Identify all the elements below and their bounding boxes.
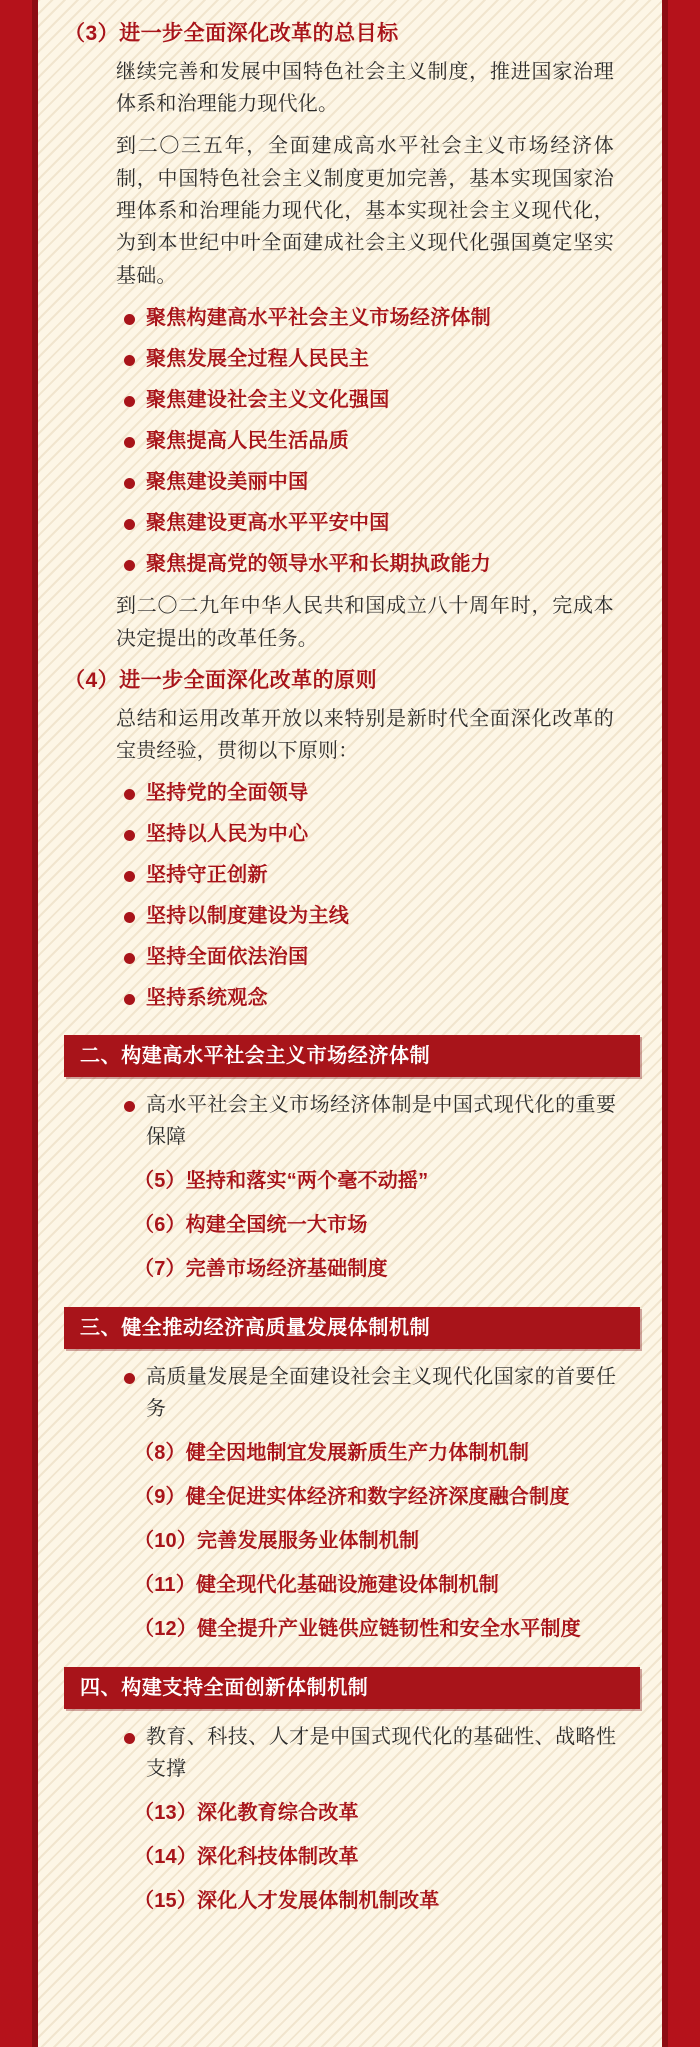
- item-7: （7）完善市场经济基础制度: [134, 1258, 388, 1281]
- list-item-focus-7: 聚焦提高党的领导水平和长期执政能力: [124, 549, 622, 579]
- list-item-principle-2: 坚持以人民为中心: [124, 819, 622, 849]
- list-item-principle-5: 坚持全面依法治国: [124, 942, 622, 972]
- list-item-focus-6: 聚焦建设更高水平平安中国: [124, 508, 622, 538]
- paragraph-goal-2035: 到二〇三五年，全面建成高水平社会主义市场经济体制，中国特色社会主义制度更加完善，基本实现国家治理体系和治理能力现代化，基本实现社会主义现代化，为到本世纪中叶全面建成社会主义现代化强国奠定坚实基础。: [116, 135, 614, 287]
- list-item-focus-3: 聚焦建设社会主义文化强国: [124, 385, 622, 415]
- section-header-3: 三、健全推动经济高质量发展体制机制: [64, 1307, 640, 1349]
- heading-item-3: （3）进一步全面深化改革的总目标: [64, 22, 399, 45]
- item-14: （14）深化科技体制改革: [134, 1846, 359, 1869]
- left-red-border: [0, 0, 38, 2047]
- item-9: （9）健全促进实体经济和数字经济深度融合制度: [134, 1486, 570, 1509]
- list-item-focus-4: 聚焦提高人民生活品质: [124, 426, 622, 456]
- section-header-4: 四、构建支持全面创新体制机制: [64, 1667, 640, 1709]
- paragraph-principles-intro: 总结和运用改革开放以来特别是新时代全面深化改革的宝贵经验，贯彻以下原则：: [116, 707, 614, 762]
- item-11: （11）健全现代化基础设施建设体制机制: [134, 1574, 499, 1597]
- list-item-principle-4: 坚持以制度建设为主线: [124, 901, 622, 931]
- right-border-stripe: [662, 0, 668, 2047]
- list-item-focus-5: 聚焦建设美丽中国: [124, 467, 622, 497]
- item-12: （12）健全提升产业链供应链韧性和安全水平制度: [134, 1618, 581, 1641]
- paragraph-goal-intro: 继续完善和发展中国特色社会主义制度，推进国家治理体系和治理能力现代化。: [116, 60, 614, 115]
- list-item-focus-2: 聚焦发展全过程人民民主: [124, 344, 622, 374]
- item-15: （15）深化人才发展体制机制改革: [134, 1890, 440, 1913]
- paragraph-goal-2029: 到二〇二九年中华人民共和国成立八十周年时，完成本决定提出的改革任务。: [116, 595, 614, 650]
- list-item-principle-6: 坚持系统观念: [124, 983, 622, 1013]
- section-header-2: 二、构建高水平社会主义市场经济体制: [64, 1035, 640, 1077]
- list-item-principle-1: 坚持党的全面领导: [124, 778, 622, 808]
- item-8: （8）健全因地制宜发展新质生产力体制机制: [134, 1442, 530, 1465]
- section-3-lead: 高质量发展是全面建设社会主义现代化国家的首要任务: [124, 1361, 616, 1425]
- document-sheet: [38, 0, 662, 2047]
- item-10: （10）完善发展服务业体制机制: [134, 1530, 420, 1553]
- item-13: （13）深化教育综合改革: [134, 1802, 359, 1825]
- heading-item-4: （4）进一步全面深化改革的原则: [64, 669, 378, 693]
- section-2-lead: 高水平社会主义市场经济体制是中国式现代化的重要保障: [124, 1089, 616, 1153]
- section-4-lead: 教育、科技、人才是中国式现代化的基础性、战略性支撑: [124, 1721, 616, 1785]
- right-red-border: [662, 0, 700, 2047]
- item-6: （6）构建全国统一大市场: [134, 1214, 368, 1237]
- list-item-principle-3: 坚持守正创新: [124, 860, 622, 890]
- item-5: （5）坚持和落实“两个毫不动摇”: [134, 1170, 429, 1193]
- list-item-focus-1: 聚焦构建高水平社会主义市场经济体制: [124, 303, 622, 333]
